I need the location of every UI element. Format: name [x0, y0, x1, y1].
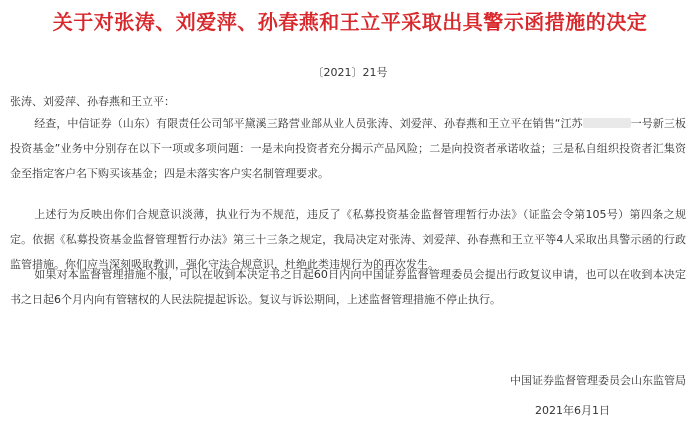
paragraph-findings-part1: 经查，中信证券（山东）有限责任公司邹平黛溪三路营业部从业人员张涛、刘爱萍、孙春燕和王立平在销售“江苏	[34, 117, 583, 130]
issuing-authority: 中国证券监督管理委员会山东监管局	[510, 374, 686, 387]
paragraph-findings	[10, 111, 686, 186]
redacted-text	[583, 118, 631, 128]
paragraph-findings-part2: 一号新三板投资基金”业务中分别存在以下一项或多项问题：一是未向投资者充分揭示产品风险；二是向投资者承诺收益；三是私自组织投资者汇集资金至指定客户名下购买该基金；四是未落实客户实名制管理要求。	[10, 117, 686, 180]
document-title: 关于对张涛、刘爱萍、孙春燕和王立平采取出具警示函措施的决定	[52, 10, 648, 34]
issue-date: 2021年6月1日	[535, 404, 610, 417]
salutation: 张涛、刘爱萍、孙春燕和王立平：	[10, 95, 175, 108]
document-number: 〔2021〕21号	[312, 66, 388, 79]
paragraph-appeal-rights: 如果对本监督管理措施不服，可以在收到本决定书之日起60日内向中国证券监督管理委员会提出行政复议申请，也可以在收到本决定书之日起6个月内向有管辖权的人民法院提起诉讼。复议与诉讼期间，上述监督管理措施不停止执行。	[10, 268, 686, 306]
paragraph-decision: 上述行为反映出你们合规意识淡薄，执业行为不规范，违反了《私募投资基金监督管理暂行办法》（证监会令第105号）第四条之规定。依据《私募投资基金监督管理暂行办法》第三十三条之规定，我局决定对张涛、刘爱萍、孙春燕和王立平等4人采取出具警示函的行政监管措施。你们应当深刻吸取教训，强化守法合规意识，杜绝此类违规行为的再次发生。	[10, 208, 686, 271]
